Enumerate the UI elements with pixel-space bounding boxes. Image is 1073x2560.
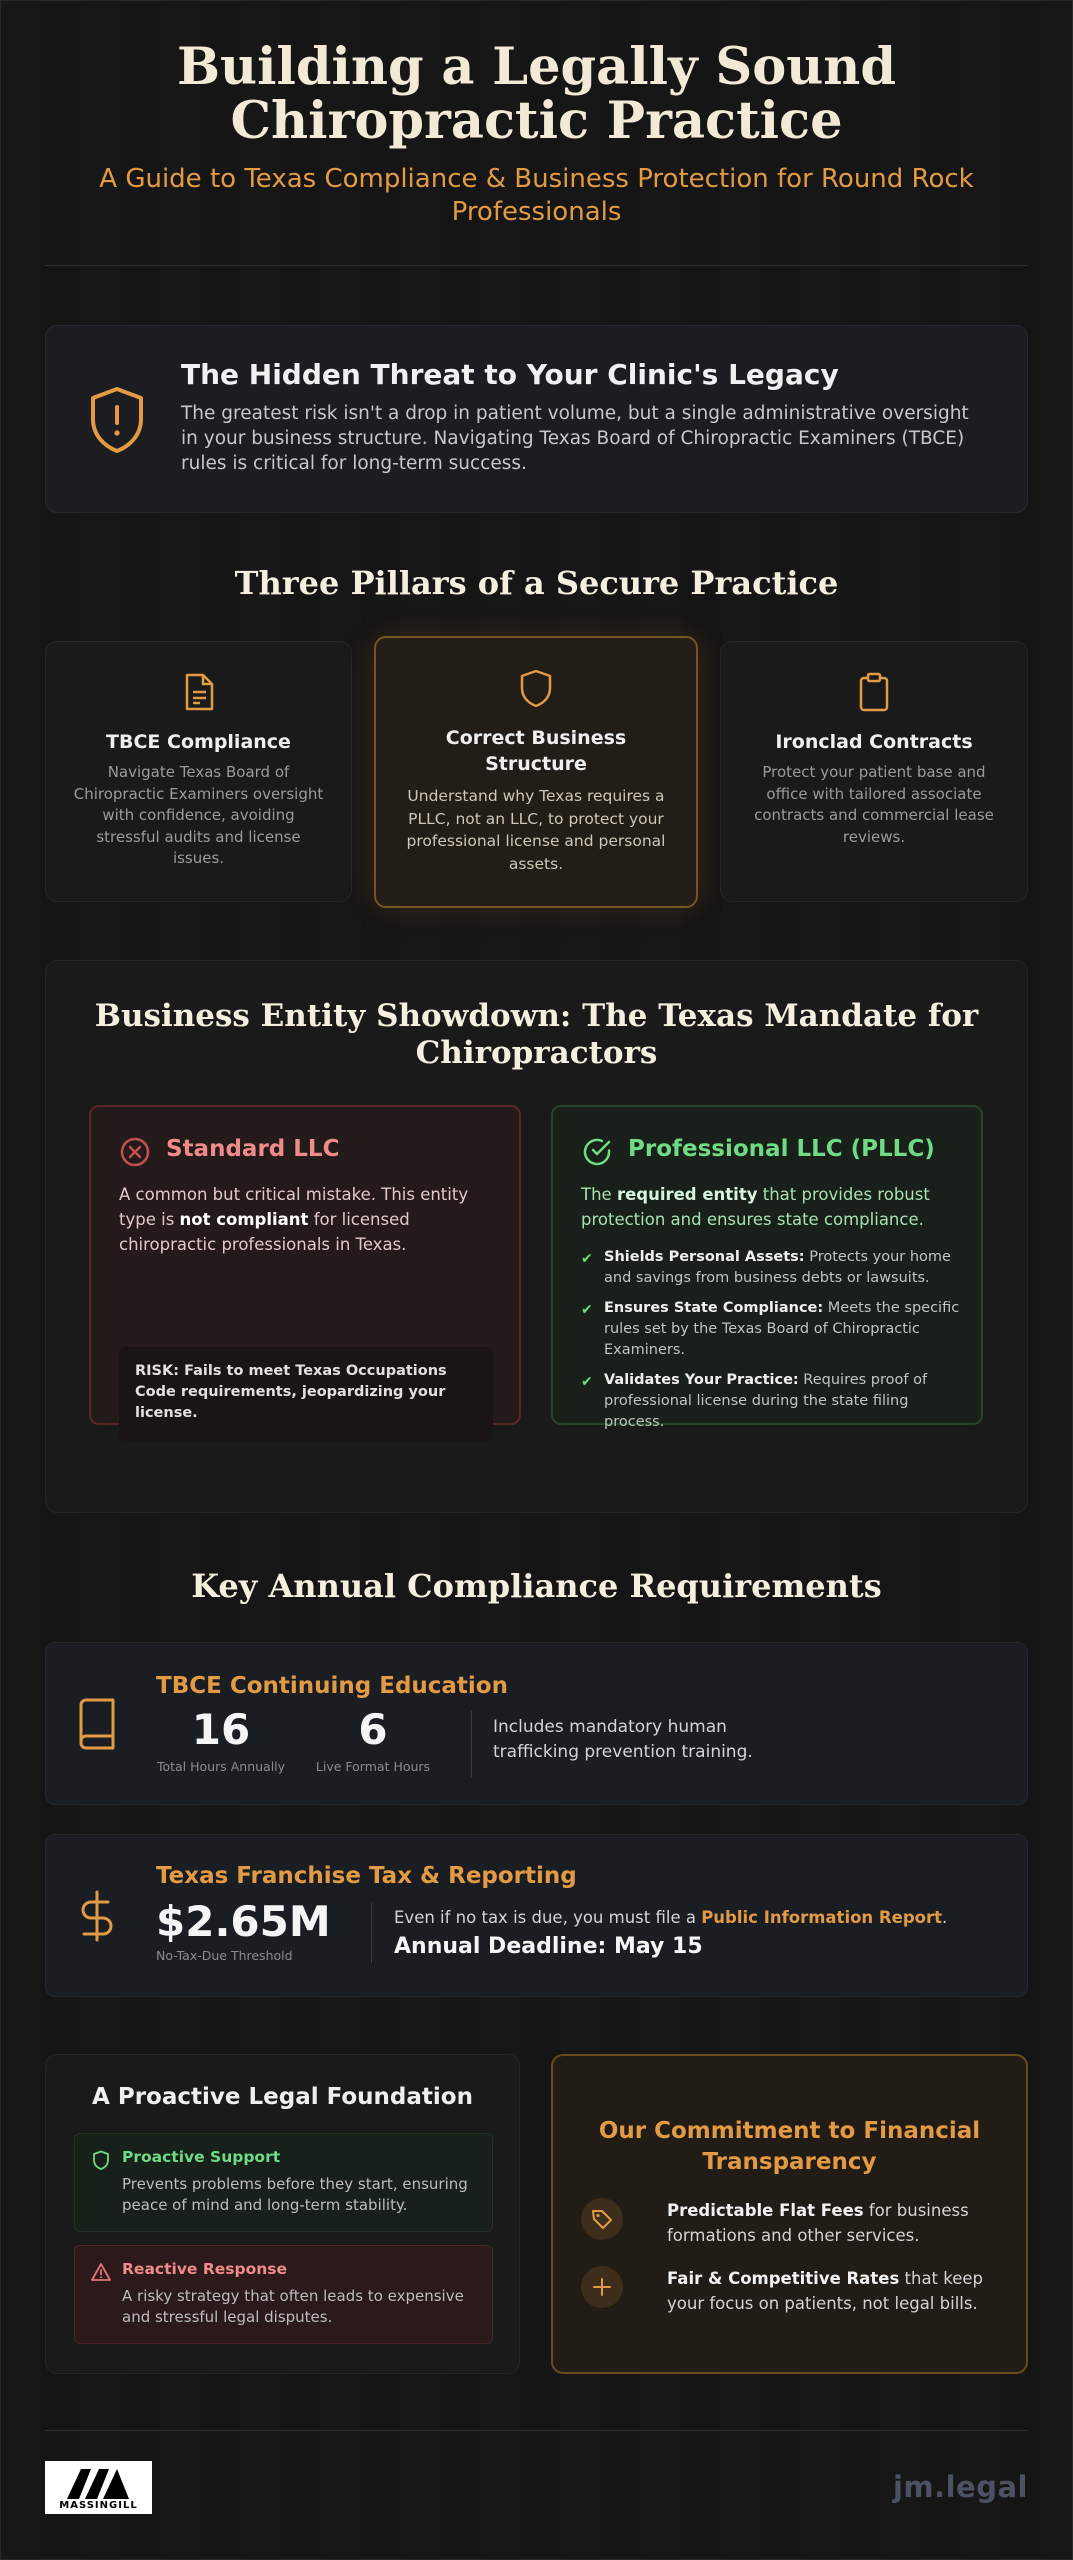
pillar-text: Protect your patient base and office with tailored associate contracts and commercial lease reviews.: [754, 763, 994, 846]
page-subtitle: A Guide to Texas Compliance & Business Protection for Round Rock Professionals: [99, 164, 974, 227]
tax-deadline: Annual Deadline: May 15: [394, 1934, 703, 1959]
list-item: ✔ Ensures State Compliance: Meets the specific rules set by the Texas Board of Chiropractic Examiners.: [581, 1300, 960, 1358]
dollar-icon: [76, 1889, 118, 1943]
check-icon: ✔: [581, 1374, 593, 1390]
pillar-title: TBCE Compliance: [106, 731, 291, 753]
tax-title: Texas Franchise Tax & Reporting: [156, 1863, 577, 1889]
document-icon: [181, 672, 217, 712]
tax-threshold-label: No-Tax-Due Threshold: [156, 1948, 293, 1963]
list-item: ✔ Shields Personal Assets: Protects your home and savings from business debts or lawsuits.: [581, 1249, 951, 1286]
proactive-support-box: [74, 2133, 493, 2232]
commitment-card: [551, 2054, 1028, 2374]
shield-icon: [91, 2150, 111, 2170]
threat-title: The Hidden Threat to Your Clinic's Legacy: [181, 358, 839, 391]
pllc-title: Professional LLC (PLLC): [628, 1136, 935, 1162]
pillar-title: Correct Business Structure: [445, 727, 627, 775]
commitment-title: Our Commitment to Financial Transparency: [598, 2118, 981, 2175]
ce-note: Includes mandatory human trafficking prevention training.: [493, 1717, 753, 1762]
tag-icon: [581, 2198, 623, 2240]
reactive-text: A risky strategy that often leads to expensive and stressful legal disputes.: [122, 2287, 464, 2326]
shield-alert-icon: [87, 385, 147, 455]
check-icon: ✔: [581, 1251, 593, 1267]
tax-requirement-card: [45, 1834, 1028, 1997]
llc-title: Standard LLC: [166, 1136, 340, 1162]
pillar-text: Navigate Texas Board of Chiropractic Examiners oversight with confidence, avoiding stressful audits and license issues.: [73, 763, 324, 867]
check-circle-icon: [581, 1136, 613, 1168]
proactive-text: Prevents problems before they start, ensuring peace of mind and long-term stability.: [122, 2175, 468, 2214]
ce-live-hours: 6: [358, 1705, 388, 1754]
pillar-card-contracts: [720, 641, 1028, 902]
massingill-logo: [45, 2461, 152, 2514]
pillar-card-structure: [374, 636, 698, 908]
tax-threshold: $2.65M: [156, 1897, 331, 1946]
shield-icon: [518, 668, 554, 708]
threat-text: The greatest risk isn't a drop in patient volume, but a single administrative oversight in your business structure. Navigating Texas Board of Chiropractic Examiners (TBCE) rules is critical for long-term success.: [181, 403, 969, 474]
pillar-title: Ironclad Contracts: [775, 731, 973, 753]
ce-total-hours-label: Total Hours Annually: [156, 1759, 286, 1774]
plus-icon: [581, 2266, 623, 2308]
divider: [471, 1711, 472, 1777]
list-item: ✔ Validates Your Practice: Requires proof of professional license during the state filing process.: [581, 1372, 928, 1430]
ce-live-hours-label: Live Format Hours: [315, 1759, 431, 1774]
pllc-card: [551, 1105, 983, 1430]
pllc-text: The required entity that provides robust protection and ensures state compliance.: [581, 1185, 930, 1229]
book-icon: [76, 1697, 118, 1751]
divider: [45, 265, 1028, 266]
pillars-title: Three Pillars of a Secure Practice: [234, 564, 839, 602]
pillar-card-tbce: [45, 641, 352, 902]
reactive-title: Reactive Response: [122, 2260, 288, 2278]
requirements-title: Key Annual Compliance Requirements: [191, 1567, 882, 1605]
tax-note: Even if no tax is due, you must file a Public Information Report.: [394, 1908, 948, 1927]
pllc-benefits-list: [581, 1247, 971, 1442]
divider: [45, 2430, 1028, 2431]
divider: [371, 1903, 372, 1963]
proactive-title: Proactive Support: [122, 2148, 281, 2166]
brand-link[interactable]: jm.legal: [892, 2470, 1028, 2504]
ce-requirement-card: [45, 1642, 1028, 1805]
commitment-text: Predictable Flat Fees for business formations and other services.: [667, 2201, 969, 2245]
showdown-title: Business Entity Showdown: The Texas Mandate for Chiropractors: [94, 998, 979, 1071]
warning-icon: [91, 2262, 111, 2282]
commitment-text: Fair & Competitive Rates that keep your focus on patients, not legal bills.: [667, 2269, 984, 2313]
check-icon: ✔: [581, 1302, 593, 1318]
page-title: Building a Legally Sound Chiropractic Practice: [176, 37, 897, 151]
llc-card: [89, 1105, 521, 1425]
llc-text: A common but critical mistake. This entity type is not compliant for licensed chiropractic professionals in Texas.: [119, 1185, 469, 1254]
foundation-title: A Proactive Legal Foundation: [92, 2084, 473, 2110]
pillar-text: Understand why Texas requires a PLLC, not an LLC, to protect your professional license and personal assets.: [406, 787, 666, 873]
reactive-response-box: [74, 2245, 493, 2344]
ce-title: TBCE Continuing Education: [156, 1673, 508, 1699]
foundation-card: [45, 2054, 520, 2374]
llc-risk-note: RISK: Fails to meet Texas Occupations Code requirements, jeopardizing your license.: [119, 1347, 493, 1441]
logo-wordmark: MASSINGILL: [59, 2500, 138, 2511]
x-circle-icon: [119, 1136, 151, 1168]
ce-total-hours: 16: [191, 1705, 251, 1754]
clipboard-icon: [856, 672, 892, 712]
